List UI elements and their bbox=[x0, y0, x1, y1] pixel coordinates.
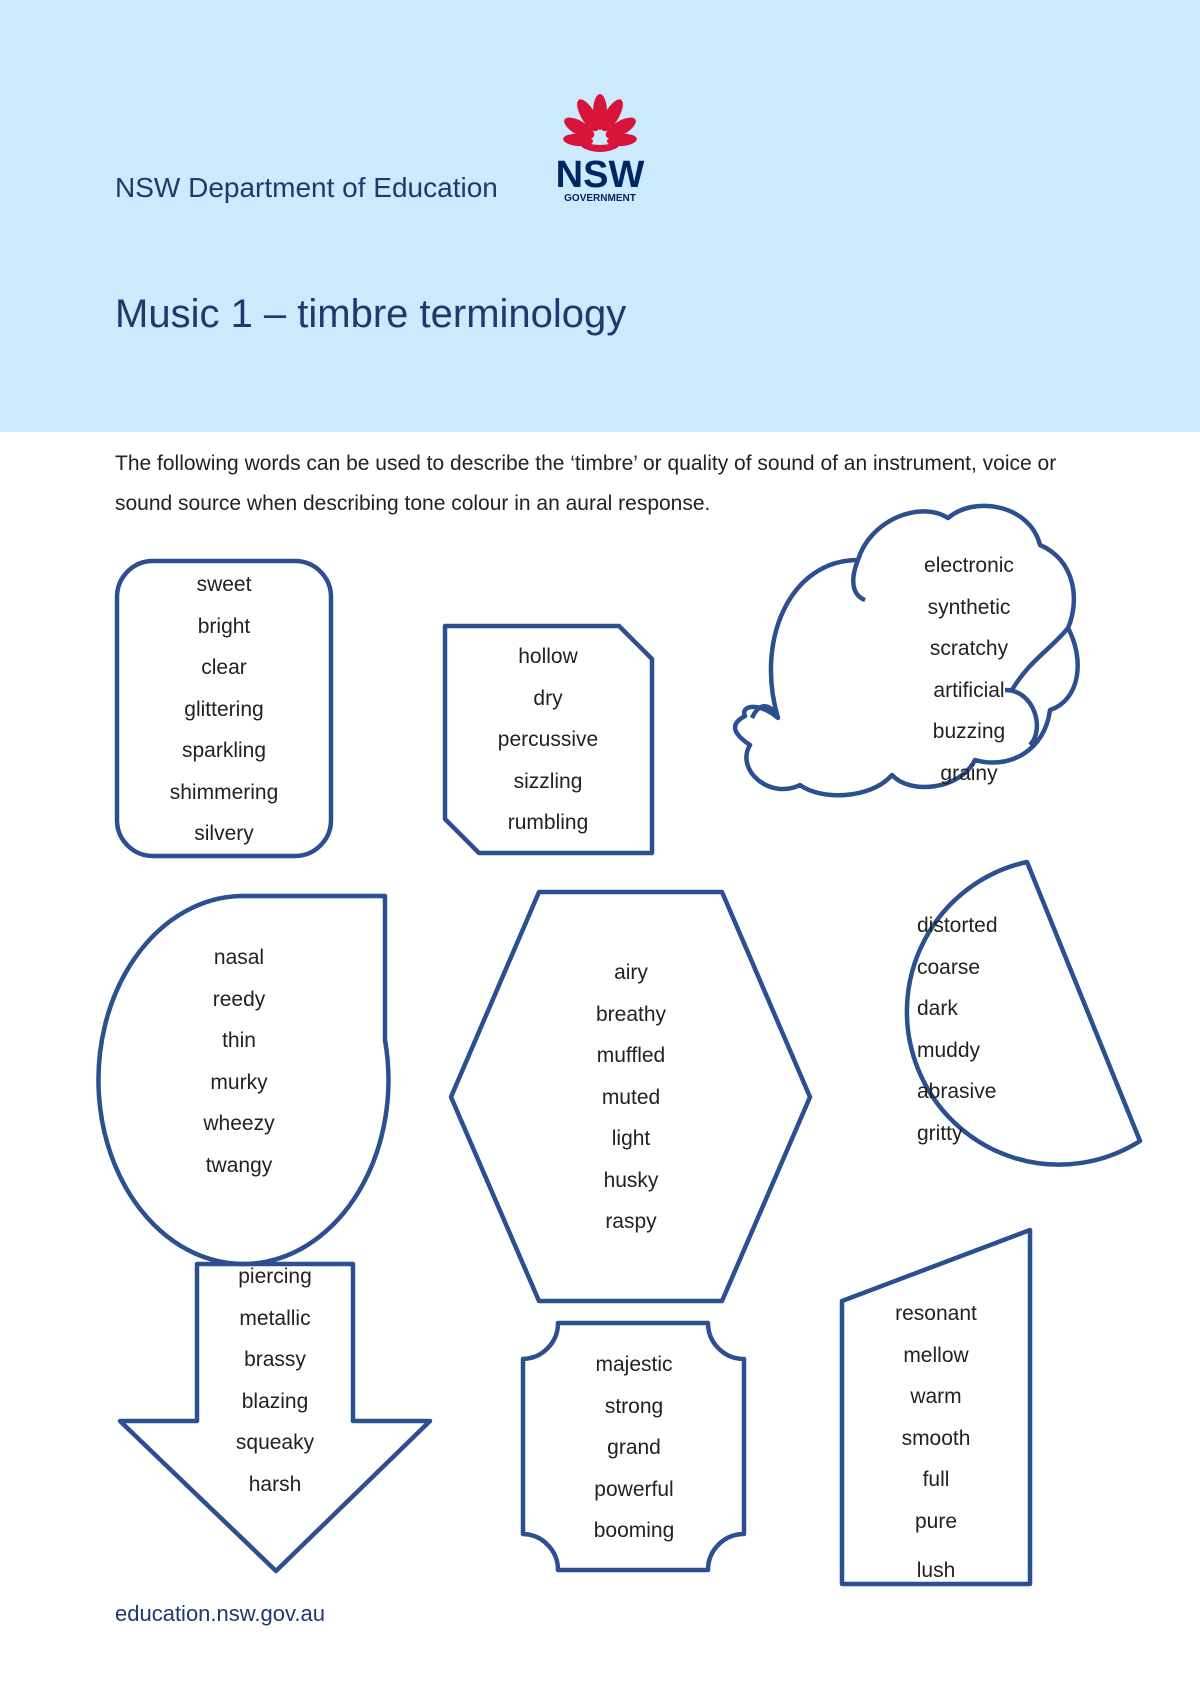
word: warm bbox=[910, 1385, 962, 1408]
word: mellow bbox=[903, 1343, 969, 1367]
word-list-rounded-rectangle bbox=[124, 572, 324, 863]
department-name: NSW Department of Education bbox=[115, 172, 498, 203]
word: hollow bbox=[518, 645, 578, 668]
word: bright bbox=[197, 614, 251, 638]
word: majestic bbox=[595, 1353, 673, 1376]
word: muffled bbox=[596, 1044, 666, 1067]
cloud-inner-arc-2 bbox=[853, 560, 865, 600]
word-list-down-arrow bbox=[175, 1264, 375, 1513]
word: clear bbox=[201, 656, 247, 679]
word-list-pie-wedge bbox=[917, 913, 1117, 1162]
word: abrasive bbox=[917, 1080, 997, 1103]
word: twangy bbox=[205, 1153, 273, 1177]
word: nasal bbox=[213, 946, 265, 969]
word: dark bbox=[917, 997, 958, 1020]
word: airy bbox=[614, 961, 648, 984]
word: reedy bbox=[212, 987, 266, 1011]
word: powerful bbox=[594, 1477, 674, 1501]
word: brassy bbox=[244, 1348, 306, 1371]
word: rumbling bbox=[507, 811, 589, 834]
word: glittering bbox=[184, 697, 264, 721]
word-list-manual-input bbox=[836, 1301, 1036, 1600]
footer-website-link[interactable]: education.nsw.gov.au bbox=[115, 1601, 325, 1626]
word: percussive bbox=[497, 728, 599, 751]
word: coarse bbox=[917, 955, 981, 979]
word: metallic bbox=[239, 1306, 311, 1330]
word: synthetic bbox=[927, 595, 1011, 619]
word: wheezy bbox=[203, 1112, 275, 1135]
word: grand bbox=[607, 1436, 661, 1459]
nsw-wordmark: NSW bbox=[555, 154, 645, 196]
intro-paragraph: The following words can be used to describe the ‘timbre’ or quality of sound of an instrument, voice or sound source when describing tone colour in an aural response. bbox=[115, 452, 1057, 515]
word: strong bbox=[604, 1394, 664, 1418]
word-list-teardrop bbox=[139, 945, 339, 1194]
word-list-plaque bbox=[534, 1352, 734, 1560]
word: husky bbox=[603, 1168, 659, 1192]
word: artificial bbox=[933, 678, 1005, 702]
word: gritty bbox=[917, 1121, 963, 1145]
word: harsh bbox=[248, 1472, 302, 1496]
word: scratchy bbox=[929, 637, 1009, 660]
word: light bbox=[611, 1127, 651, 1150]
word: murky bbox=[210, 1070, 268, 1094]
word: breathy bbox=[595, 1002, 667, 1026]
word: grainy bbox=[940, 761, 998, 785]
word: distorted bbox=[917, 914, 998, 937]
word: muddy bbox=[917, 1038, 981, 1062]
word: raspy bbox=[605, 1210, 657, 1233]
word: blazing bbox=[241, 1389, 309, 1413]
word: booming bbox=[593, 1519, 675, 1542]
word: full bbox=[922, 1468, 950, 1491]
word: pure bbox=[914, 1509, 958, 1533]
word: shimmering bbox=[169, 780, 279, 804]
word: squeaky bbox=[235, 1431, 315, 1454]
word-list-cloud bbox=[869, 553, 1069, 802]
word: piercing bbox=[238, 1265, 312, 1288]
word: dry bbox=[533, 686, 563, 710]
word: sweet bbox=[196, 573, 252, 596]
word-list-snipped-rectangle bbox=[448, 644, 648, 852]
word: resonant bbox=[895, 1302, 977, 1325]
word: buzzing bbox=[932, 720, 1006, 743]
word: smooth bbox=[901, 1426, 971, 1450]
page-title: Music 1 – timbre terminology bbox=[115, 292, 627, 336]
word: electronic bbox=[924, 554, 1014, 577]
government-wordmark: GOVERNMENT bbox=[564, 193, 636, 204]
word: lush bbox=[916, 1559, 956, 1582]
word: sparkling bbox=[181, 739, 267, 762]
word: silvery bbox=[194, 822, 254, 845]
word-list-hexagon bbox=[531, 960, 731, 1251]
word: muted bbox=[601, 1085, 661, 1109]
word: thin bbox=[222, 1029, 256, 1052]
word: sizzling bbox=[513, 769, 583, 793]
